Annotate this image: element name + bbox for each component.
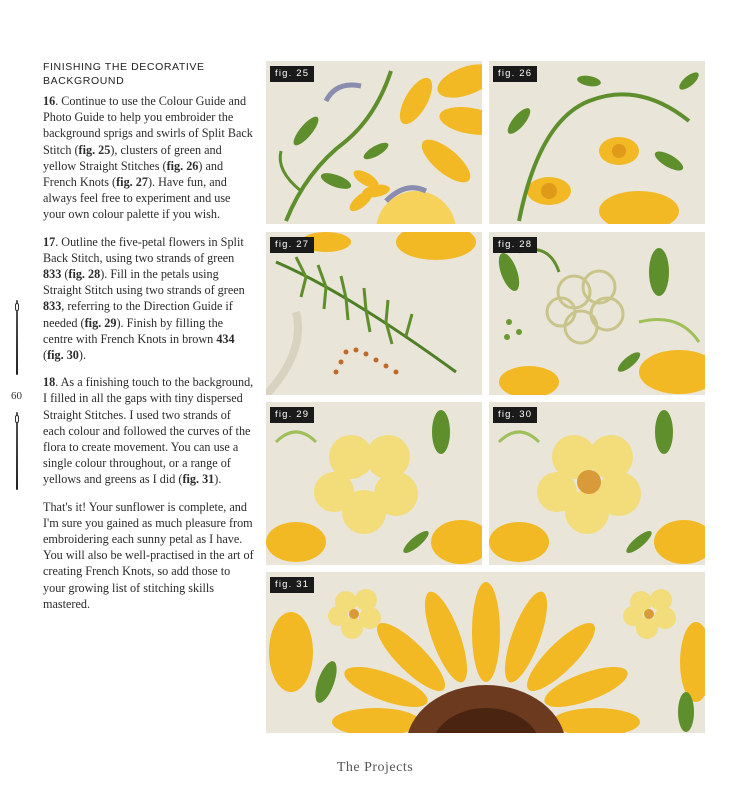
embroidery-photo <box>266 232 482 395</box>
step-number: 17 <box>43 234 56 249</box>
figure-label: fig. 25 <box>270 66 314 82</box>
inline-reference: fig. 30 <box>47 348 79 363</box>
embroidery-photo <box>489 61 705 224</box>
figure-label: fig. 28 <box>493 237 537 253</box>
figure-27 <box>266 232 482 395</box>
needle-icon <box>16 300 18 375</box>
step-number: 18 <box>43 375 56 390</box>
inline-reference: 833 <box>43 267 62 282</box>
inline-reference: fig. 27 <box>116 175 148 190</box>
figure-label: fig. 30 <box>493 407 537 423</box>
step-number: 16 <box>43 94 56 108</box>
running-footer: The Projects <box>336 760 414 775</box>
figure-label: fig. 27 <box>270 237 314 253</box>
needle-icon <box>16 412 18 490</box>
inline-reference: 833 <box>43 299 62 314</box>
inline-reference: 434 <box>216 331 235 346</box>
embroidery-photo <box>266 402 482 565</box>
embroidery-photo <box>266 572 705 733</box>
inline-reference: fig. 31 <box>182 472 215 487</box>
figure-30 <box>489 402 705 565</box>
step-16: 16. Continue to use the Colour Guide and Photo Guide to help you embroider the background sprigs and swirls of Split Back Stitch (fig. 25), clusters of green and yellow Straight Stitches (fig. 26) and French Knots (fig. 27). Have fun, and always feel free to experiment and use your own colour palette if you wish. <box>43 94 253 222</box>
figure-label: fig. 26 <box>493 66 537 82</box>
heading-line-1: FINISHING THE DECORATIVE <box>43 61 205 73</box>
embroidery-photo <box>489 232 705 395</box>
closing-paragraph: That's it! Your sunflower is complete, and I'm sure you gained as much pleasure from embroidering each sunny petal as I have. You will also be well-practised in the art of creating French Knots, so add those to your growing list of stitching skills mastered. <box>43 499 254 611</box>
section-heading <box>43 60 255 88</box>
embroidery-photo <box>489 402 705 565</box>
figure-label: fig. 29 <box>270 407 314 423</box>
step-18: 18. As a finishing touch to the background, I filled in all the gaps with tiny dispersed Straight Stitches. I used two strands of each colour and followed the curves of the flora to create movement. You can use a single colour throughout, or a range of yellows and greens as I did (fig. 31). <box>43 375 254 487</box>
heading-line-2: BACKGROUND <box>43 75 125 87</box>
figure-25 <box>266 61 482 224</box>
embroidery-photo <box>266 61 482 224</box>
page-gutter <box>8 300 28 500</box>
inline-reference: fig. 29 <box>84 315 117 330</box>
figure-31 <box>266 572 705 733</box>
inline-reference: fig. 25 <box>78 142 111 157</box>
page-number: 60 <box>11 390 22 402</box>
figure-29 <box>266 402 482 565</box>
inline-reference: fig. 28 <box>68 267 101 282</box>
figure-label: fig. 31 <box>270 577 314 593</box>
inline-reference: fig. 26 <box>166 158 199 173</box>
step-17: 17. Outline the five-petal flowers in Split Back Stitch, using two strands of green 833 (fig. 28). Fill in the petals using Straight Stitch using two strands of green 833, referring to the Direction Guide if needed (fig. 29). Finish by filling the centre with French Knots in brown 434 (fig. 30). <box>43 234 245 363</box>
figure-26 <box>489 61 705 224</box>
figure-28 <box>489 232 705 395</box>
text-column <box>43 60 255 623</box>
